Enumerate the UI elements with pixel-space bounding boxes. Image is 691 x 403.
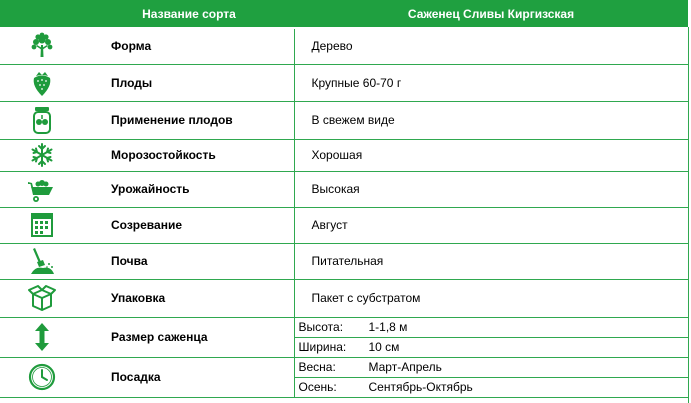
table-row: [0, 357, 688, 397]
row-value: В свежем виде: [294, 101, 688, 139]
table-row: [0, 279, 688, 317]
strawberry-icon: [25, 68, 59, 98]
header-icon-cell: [0, 0, 84, 28]
table-right-border: [688, 27, 689, 403]
icon-cell: [0, 171, 84, 207]
clock-icon: [25, 362, 59, 392]
icon-cell: [0, 243, 84, 279]
row-value: Высокая: [294, 171, 688, 207]
box-icon: [25, 283, 59, 313]
table-row: [0, 101, 688, 139]
vertical-arrow-icon: [25, 322, 59, 352]
table-row: [0, 64, 688, 101]
icon-cell: [0, 139, 84, 171]
width-line: [295, 337, 689, 357]
row-value: Дерево: [294, 28, 688, 64]
autumn-value: Сентябрь-Октябрь: [368, 380, 473, 394]
size-values: [294, 317, 688, 357]
icon-cell: [0, 357, 84, 397]
autumn-line: [295, 377, 689, 397]
row-value: Крупные 60-70 г: [294, 64, 688, 101]
jam-jar-icon: [25, 105, 59, 135]
row-label: Морозостойкость: [84, 139, 294, 171]
row-value: Хорошая: [294, 139, 688, 171]
row-label: Посадка: [84, 357, 294, 397]
table-row: [0, 317, 688, 357]
icon-cell: [0, 64, 84, 101]
tree-icon: [25, 31, 59, 61]
table-header-row: [0, 0, 688, 28]
height-key: Высота:: [298, 320, 344, 334]
header-product-name: Саженец Сливы Киргизская: [294, 0, 688, 28]
autumn-key: Осень:: [298, 380, 337, 394]
row-label: Размер саженца: [84, 317, 294, 357]
table-row: [0, 28, 688, 64]
shovel-soil-icon: [25, 246, 59, 276]
wheelbarrow-icon: [25, 174, 59, 204]
table-row: [0, 171, 688, 207]
row-value: Питательная: [294, 243, 688, 279]
row-label: Созревание: [84, 207, 294, 243]
calendar-icon: [25, 210, 59, 240]
icon-cell: [0, 207, 84, 243]
height-line: [295, 318, 689, 337]
row-value: Пакет с субстратом: [294, 279, 688, 317]
spring-line: [295, 358, 689, 377]
row-label: Почва: [84, 243, 294, 279]
row-label: Урожайность: [84, 171, 294, 207]
table-row: [0, 139, 688, 171]
row-label: Применение плодов: [84, 101, 294, 139]
table-row: [0, 207, 688, 243]
header-variety-name: Название сорта: [84, 0, 294, 28]
row-label: Плоды: [84, 64, 294, 101]
row-value: Август: [294, 207, 688, 243]
icon-cell: [0, 317, 84, 357]
table-row: [0, 243, 688, 279]
row-label: Форма: [84, 28, 294, 64]
spring-value: Март-Апрель: [368, 360, 442, 374]
spring-key: Весна:: [298, 360, 336, 374]
height-value: 1-1,8 м: [368, 320, 408, 334]
snowflake-icon: [25, 140, 59, 170]
row-label: Упаковка: [84, 279, 294, 317]
planting-values: [294, 357, 688, 397]
icon-cell: [0, 101, 84, 139]
width-key: Ширина:: [298, 340, 347, 354]
icon-cell: [0, 279, 84, 317]
icon-cell: [0, 28, 84, 64]
width-value: 10 см: [368, 340, 400, 354]
